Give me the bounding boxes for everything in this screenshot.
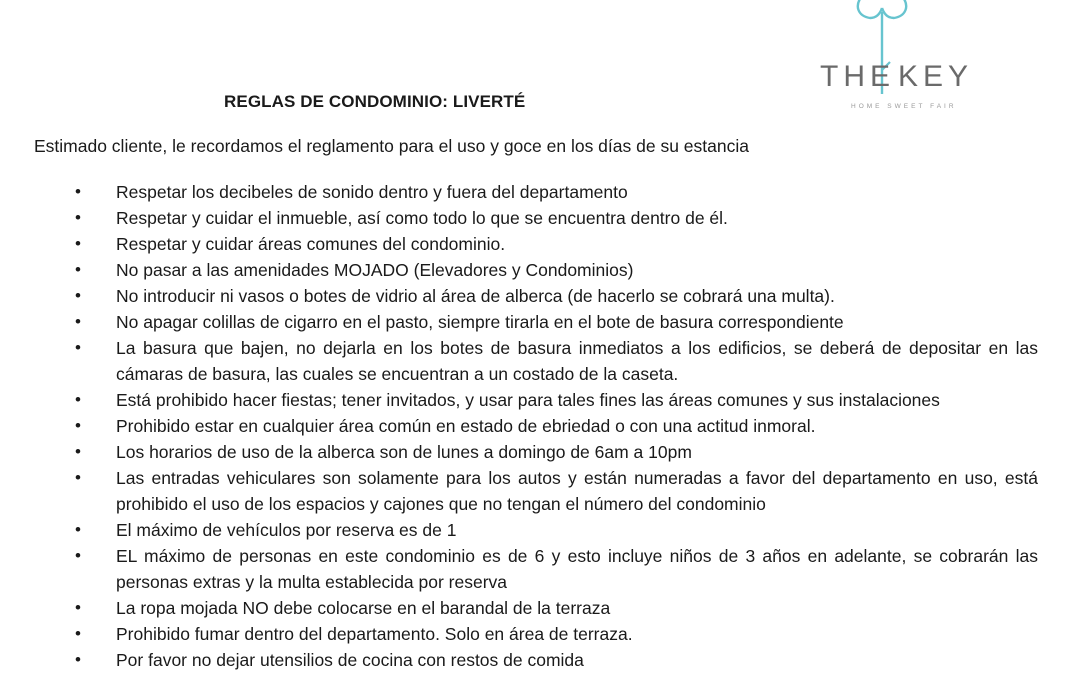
bullet-icon: • [75, 520, 81, 539]
rule-text: No introducir ni vasos o botes de vidrio al área de alberca (de hacerlo se cobrará una multa). [116, 286, 835, 306]
rule-item [0, 179, 1080, 205]
rule-text: No apagar colillas de cigarro en el pasto, siempre tirarla en el bote de basura correspondiente [116, 312, 844, 332]
bullet-icon: • [75, 468, 81, 487]
logo-wordmark-the: THE [820, 60, 895, 93]
rule-text: Por favor no dejar utensilios de cocina con restos de comida [116, 650, 584, 670]
bullet-icon: • [75, 416, 81, 435]
bullet-icon: • [75, 182, 81, 201]
bullet-icon: • [75, 624, 81, 643]
rules-list [0, 179, 1080, 673]
rule-item [0, 231, 1080, 257]
logo-tagline: HOME SWEET FAIR [851, 103, 957, 110]
rule-text: Prohibido fumar dentro del departamento. Solo en área de terraza. [116, 624, 633, 644]
bullet-icon: • [75, 286, 81, 305]
bullet-icon: • [75, 234, 81, 253]
bullet-icon: • [75, 442, 81, 461]
bullet-icon: • [75, 312, 81, 331]
rule-text: Las entradas vehiculares son solamente para los autos y están numeradas a favor del departamento en uso, está prohibido el uso de los espacios y cajones que no tengan el número del condominio [116, 468, 1038, 514]
rule-item [0, 387, 1080, 413]
bullet-icon: • [75, 546, 81, 565]
bullet-icon: • [75, 260, 81, 279]
rule-item [0, 439, 1080, 465]
rule-item [0, 595, 1080, 621]
rule-item [0, 205, 1080, 231]
rule-item [0, 647, 1080, 673]
rule-item [0, 413, 1080, 439]
rule-item [0, 335, 1080, 387]
rule-text: EL máximo de personas en este condominio es de 6 y esto incluye niños de 3 años en adelante, se cobrarán las personas extras y la multa establecida por reserva [116, 546, 1038, 592]
rule-text: Está prohibido hacer fiestas; tener invitados, y usar para tales fines las áreas comunes y sus instalaciones [116, 390, 940, 410]
rule-text: Respetar y cuidar el inmueble, así como todo lo que se encuentra dentro de él. [116, 208, 728, 228]
rule-item [0, 543, 1080, 595]
rule-item [0, 517, 1080, 543]
the-key-logo [770, 0, 990, 120]
rule-text: Prohibido estar en cualquier área común en estado de ebriedad o con una actitud inmoral. [116, 416, 816, 436]
rule-text: No pasar a las amenidades MOJADO (Elevadores y Condominios) [116, 260, 634, 280]
rule-item [0, 465, 1080, 517]
rule-item [0, 309, 1080, 335]
rule-text: La basura que bajen, no dejarla en los botes de basura inmediatos a los edificios, se deberá de depositar en las cámaras de basura, las cuales se encuentran a un costado de la caseta. [116, 338, 1038, 384]
rule-text: El máximo de vehículos por reserva es de 1 [116, 520, 457, 540]
rule-text: Los horarios de uso de la alberca son de lunes a domingo de 6am a 10pm [116, 442, 692, 462]
bullet-icon: • [75, 390, 81, 409]
rule-text: Respetar los decibeles de sonido dentro y fuera del departamento [116, 182, 628, 202]
rule-text: Respetar y cuidar áreas comunes del condominio. [116, 234, 506, 254]
key-icon [770, 0, 990, 120]
bullet-icon: • [75, 598, 81, 617]
bullet-icon: • [75, 208, 81, 227]
intro-paragraph: Estimado cliente, le recordamos el reglamento para el uso y goce en los días de su estancia [34, 136, 749, 156]
bullet-icon: • [75, 650, 81, 669]
rule-text: La ropa mojada NO debe colocarse en el barandal de la terraza [116, 598, 611, 618]
rule-item [0, 257, 1080, 283]
document-title: REGLAS DE CONDOMINIO: LIVERTÉ [224, 92, 526, 111]
logo-wordmark-key: KEY [898, 60, 974, 93]
rule-item [0, 621, 1080, 647]
bullet-icon: • [75, 338, 81, 357]
rule-item [0, 283, 1080, 309]
